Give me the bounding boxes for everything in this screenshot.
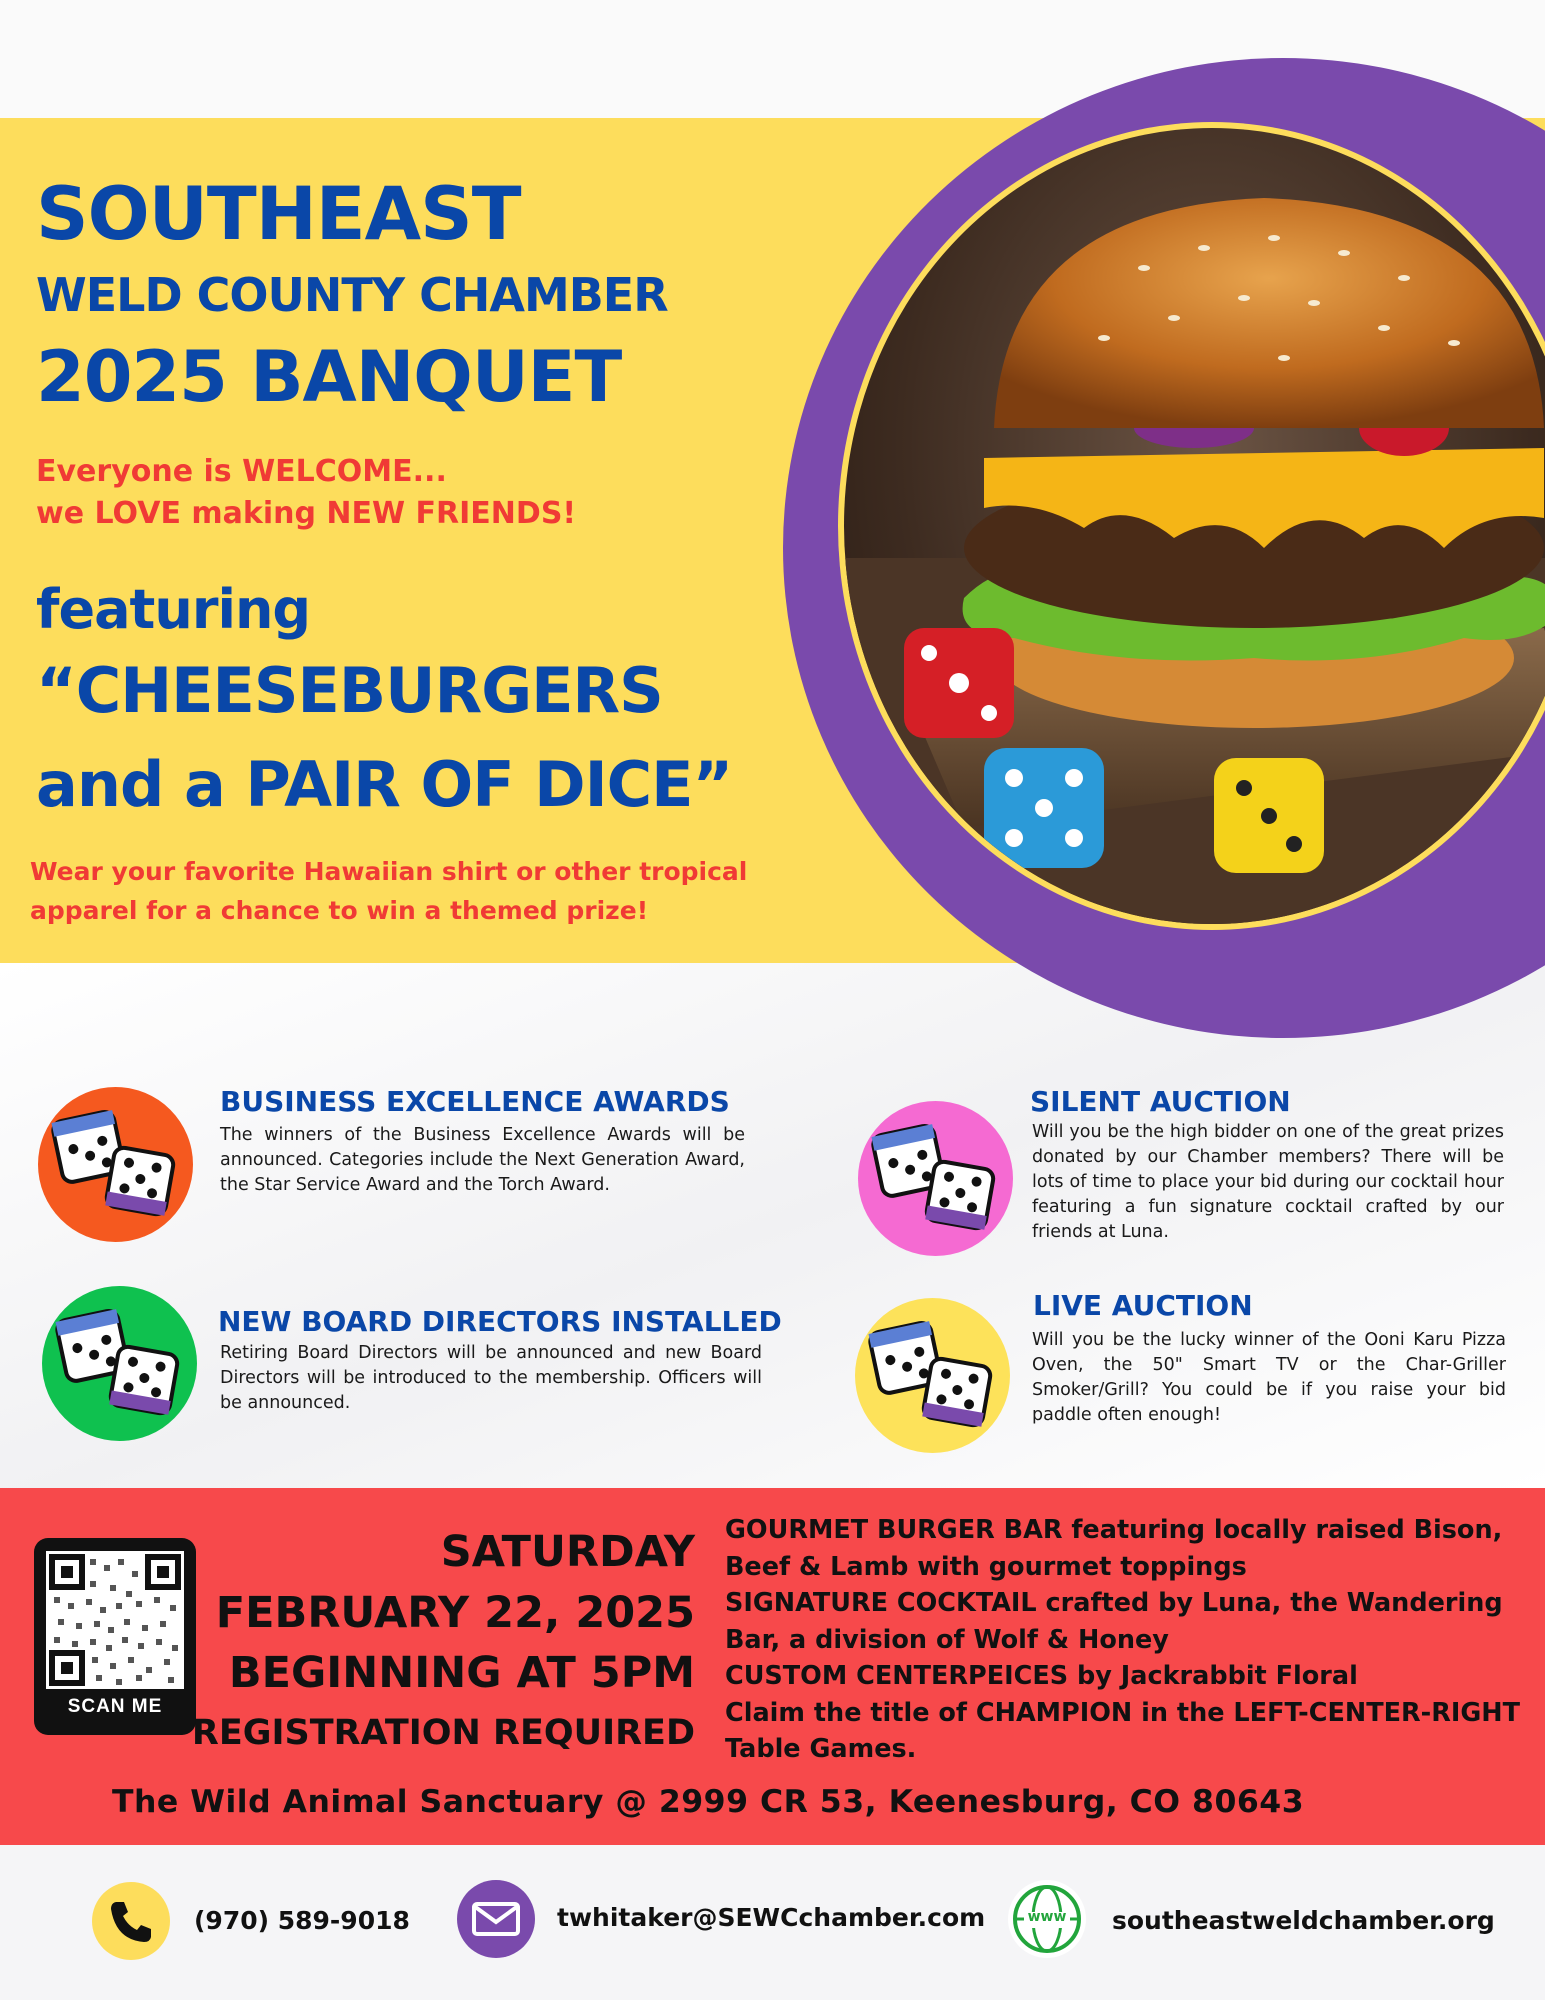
title-2025-banquet: 2025 BANQUET xyxy=(36,336,622,418)
feature-business-awards-circle xyxy=(38,1087,193,1242)
feature-silent-auction-body: Will you be the high bidder on one of the great prizes donated by our Chamber members? There will be lots of time to place your bid during our cocktail hour featuring a fun signature cocktail crafted by our friends at Luna. xyxy=(1032,1122,1504,1242)
event-perks xyxy=(725,1512,1525,1768)
event-day: SATURDAY xyxy=(440,1527,695,1577)
feature-board-directors-circle xyxy=(42,1286,197,1441)
burger-photo xyxy=(844,128,1545,924)
contact-email[interactable]: twhitaker@SEWCchamber.com xyxy=(557,1903,986,1932)
feature-business-awards-body: The winners of the Business Excellence Awards will be announced. Categories include the Next Generation Award, the Star Service Award and the Torch Award. xyxy=(220,1125,745,1195)
feature-live-auction-circle xyxy=(855,1298,1010,1453)
feature-business-awards-title: BUSINESS EXCELLENCE AWARDS xyxy=(220,1085,730,1118)
dice-icon xyxy=(42,1286,197,1441)
title-southeast: SOUTHEAST xyxy=(36,172,521,257)
cheeseburger-illustration xyxy=(844,128,1545,924)
dress-code-line-2: apparel for a chance to win a themed prize! xyxy=(30,896,649,925)
contact-website[interactable]: southeastweldchamber.org xyxy=(1112,1906,1495,1935)
perk-line: SIGNATURE COCKTAIL crafted by Luna, the Wandering xyxy=(725,1588,1503,1618)
feature-silent-auction-title: SILENT AUCTION xyxy=(1030,1085,1291,1118)
event-venue: The Wild Animal Sanctuary @ 2999 CR 53, Keenesburg, CO 80643 xyxy=(112,1784,1305,1820)
qr-code-image xyxy=(46,1551,184,1689)
event-time: BEGINNING AT 5PM xyxy=(228,1648,695,1698)
registration-required: REGISTRATION REQUIRED xyxy=(191,1713,695,1753)
globe-icon xyxy=(1008,1880,1086,1958)
phone-icon xyxy=(92,1882,170,1960)
perk-line: CUSTOM CENTERPEICES by Jackrabbit Floral xyxy=(725,1661,1358,1691)
feature-silent-auction-circle xyxy=(858,1101,1013,1256)
qr-code[interactable] xyxy=(34,1538,196,1735)
www-label: www xyxy=(1027,1909,1067,1925)
dress-code-line-1: Wear your favorite Hawaiian shirt or other tropical xyxy=(30,857,748,886)
feature-board-directors-title: NEW BOARD DIRECTORS INSTALLED xyxy=(218,1305,782,1338)
featuring-label: featuring xyxy=(36,578,311,641)
dice-icon xyxy=(855,1298,1010,1453)
perk-line: GOURMET BURGER BAR featuring locally raised Bison, xyxy=(725,1515,1503,1545)
burger-photo-frame xyxy=(838,122,1545,930)
perk-line: Beef & Lamb with gourmet toppings xyxy=(725,1551,1247,1582)
feature-live-auction-title: LIVE AUCTION xyxy=(1033,1289,1253,1322)
title-weld-county-chamber: WELD COUNTY CHAMBER xyxy=(36,268,668,322)
perk-line: Bar, a division of Wolf & Honey xyxy=(725,1624,1169,1655)
qr-scan-label: SCAN ME xyxy=(67,1696,163,1717)
contact-phone[interactable]: (970) 589-9018 xyxy=(194,1906,410,1935)
theme-line-2: and a PAIR OF DICE” xyxy=(36,748,733,821)
perk-line: Claim the title of CHAMPION in the LEFT-CENTER-RIGHT xyxy=(725,1697,1521,1728)
qr-pattern-icon xyxy=(46,1551,184,1689)
welcome-line-2: we LOVE making NEW FRIENDS! xyxy=(36,496,577,531)
feature-board-directors-body: Retiring Board Directors will be announced and new Board Directors will be introduced to the membership. Officers will be announced. xyxy=(220,1343,762,1413)
feature-live-auction-body: Will you be the lucky winner of the Ooni Karu Pizza Oven, the 50" Smart TV or the Char-Griller Smoker/Grill? You could be if you raise your bid paddle often enough! xyxy=(1032,1330,1506,1425)
dice-icon xyxy=(38,1087,193,1242)
email-icon xyxy=(457,1880,535,1958)
event-date: FEBRUARY 22, 2025 xyxy=(215,1588,695,1638)
perk-line: Table Games. xyxy=(725,1734,917,1764)
theme-line-1: “CHEESEBURGERS xyxy=(36,654,663,727)
welcome-line-1: Everyone is WELCOME... xyxy=(36,454,447,489)
dice-icon xyxy=(858,1101,1013,1256)
